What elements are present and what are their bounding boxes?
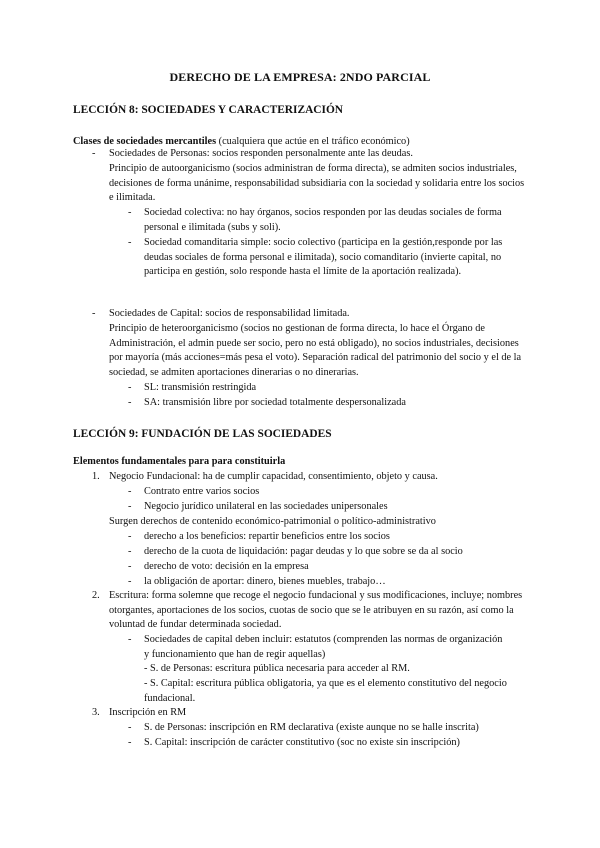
personas-desc: Principio de autoorganicismo (socios administran de forma directa), se admiten socios industriales, decisiones de forma unánime, responsabilidad subsidiaria con la sociedad y solidaria entre los socios e ilimitada. xyxy=(109,163,525,204)
list-item: S. Capital: inscripción de carácter constitutivo (soc no existe sin inscripción) xyxy=(144,737,460,748)
dash-marker: - xyxy=(92,148,96,159)
dash-marker: - xyxy=(128,382,132,393)
number-marker: 2. xyxy=(92,590,100,601)
lesson-9-heading: LECCIÓN 9: FUNDACIÓN DE LAS SOCIEDADES xyxy=(73,428,332,440)
list-item: derecho de voto: decisión en la empresa xyxy=(144,561,309,572)
list-item: Sociedad colectiva: no hay órganos, socios responden por las deudas sociales de forma personal e ilimitada (subs y soli). xyxy=(144,207,502,233)
list-item: derecho de la cuota de liquidación: pagar deudas y lo que sobre se da al socio xyxy=(144,546,463,557)
list-item: derecho a los beneficios: repartir beneficios entre los socios xyxy=(144,531,390,542)
elementos-heading: Elementos fundamentales para para constituirla xyxy=(73,456,286,467)
list-item: Contrato entre varios socios xyxy=(144,486,260,497)
clases-heading xyxy=(73,136,410,147)
dash-marker: - xyxy=(128,561,132,572)
page-title: DERECHO DE LA EMPRESA: 2NDO PARCIAL xyxy=(169,70,431,84)
dash-marker: - xyxy=(92,308,96,319)
list-item: Sociedades de capital deben incluir: estatutos (comprenden las normas de organización y funcionamiento que han de regir aquellas) xyxy=(144,634,503,660)
dash-marker: - xyxy=(128,576,132,587)
lesson-8-heading: LECCIÓN 8: SOCIEDADES Y CARACTERIZACIÓN xyxy=(73,104,344,116)
negocio-title: Negocio Fundacional: ha de cumplir capacidad, consentimiento, objeto y causa. xyxy=(109,471,438,482)
escritura-text: Escritura: forma solemne que recoge el negocio fundacional y sus modificaciones, incluye; nombres otorgantes, aportaciones de los socios, cuotas de socio que se le atribuyen en su razón, así como la voluntad de fundar determinada sociedad. xyxy=(109,590,523,631)
dash-marker: - xyxy=(128,737,132,748)
dash-marker: - xyxy=(128,397,132,408)
list-item: S. de Personas: inscripción en RM declarativa (existe aunque no se halle inscrita) xyxy=(144,722,479,733)
clases-note: (cualquiera que actúe en el tráfico económico) xyxy=(216,136,410,147)
dash-marker: - xyxy=(128,207,132,218)
personas-title: Sociedades de Personas: socios responden personalmente ante las deudas. xyxy=(109,148,413,159)
list-item: la obligación de aportar: dinero, bienes muebles, trabajo… xyxy=(144,576,386,587)
list-item: Sociedad comanditaria simple: socio colectivo (participa en la gestión,responde por las deudas sociales de forma personal e ilimitada), socio comanditario (invierte capital, no participa en gestión, solo responde hasta el límite de la aportación realizada). xyxy=(144,237,503,278)
dash-marker: - xyxy=(128,546,132,557)
dash-marker: - xyxy=(128,722,132,733)
list-subitem: - S. de Personas: escritura pública necesaria para acceder al RM. xyxy=(144,663,410,674)
capital-title: Sociedades de Capital: socios de responsabilidad limitada. xyxy=(109,308,350,319)
dash-marker: - xyxy=(128,501,132,512)
surgen-text: Surgen derechos de contenido económico-patrimonial o político-administrativo xyxy=(109,516,436,527)
dash-marker: - xyxy=(128,634,132,645)
inscripcion-title: Inscripción en RM xyxy=(109,707,187,718)
list-item: Negocio jurídico unilateral en las sociedades unipersonales xyxy=(144,501,388,512)
capital-desc: Principio de heteroorganicismo (socios no gestionan de forma directa, lo hace el Órgano de Administración, el admin puede ser socio, pero no está obligado), no socios industriales, decisiones por mayoría (más acciones=más pesa el voto). Separación radical del patrimonio del socio y el de la sociedad, se admiten aportaciones dinerarias o no dinerarias. xyxy=(109,323,522,378)
dash-marker: - xyxy=(128,531,132,542)
dash-marker: - xyxy=(128,237,132,248)
list-item: SL: transmisión restringida xyxy=(144,382,257,393)
clases-bold: Clases de sociedades mercantiles xyxy=(73,136,217,147)
list-subitem: - S. Capital: escritura pública obligatoria, ya que es el elemento constitutivo del negocio fundacional. xyxy=(144,678,507,704)
number-marker: 3. xyxy=(92,707,100,718)
list-item: SA: transmisión libre por sociedad totalmente despersonalizada xyxy=(144,397,406,408)
dash-marker: - xyxy=(128,486,132,497)
number-marker: 1. xyxy=(92,471,100,482)
